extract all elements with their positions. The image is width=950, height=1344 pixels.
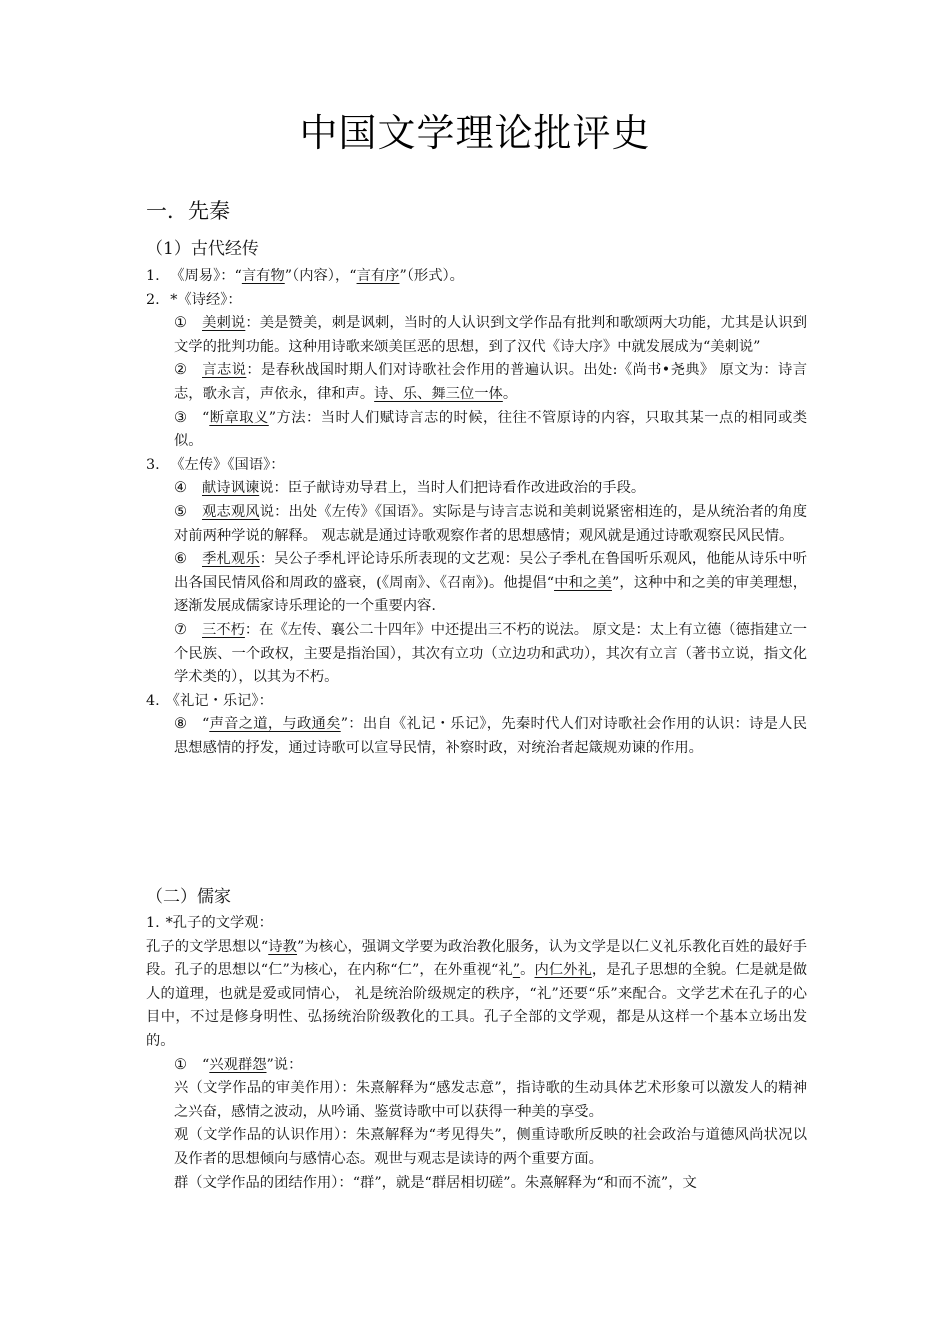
term-shijiao: 诗教 (268, 938, 298, 955)
term-duanzhangquyi: 断章取义 (209, 409, 269, 426)
paragraph-jizhaguanyue: ⑥ 季札观乐：吴公子季札评论诗乐所表现的文艺观：吴公子季札在鲁国听乐观风，他能从诗乐中听出各国民情风俗和周政的盛衰，(《周南》、《召南》)。他提倡“中和之美”，这种中和之美的审美理想，逐渐发展成儒家诗乐理论的一个重要内容. (174, 551, 808, 615)
term-shengyinzhidao: 声音之道，与政通矣 (209, 716, 341, 733)
term-zhonghezhimei: 中和之美 (554, 574, 612, 591)
list-item-zuozhuan-guoyu: 3. 《左传》《国语》： (146, 456, 285, 473)
subheading-ancient-classics: （1）古代经传 (146, 239, 259, 259)
paragraph-yanzhishuo: ② 言志说：是春秋战国时期人们对诗歌社会作用的普遍认识。出处:《尚书•尧典》 原文为：诗言志，歌永言，声依永，律和声。诗、乐、舞三位一体。 (174, 362, 808, 402)
paragraph-sanbuxiu: ⑦ 三不朽：在《左传、襄公二十四年》中还提出三不朽的说法。 原文是：太上有立德（德指建立一个民族、一个政权，主要是指治国），其次有立功（立边功和武功），其次有立言（著书立说，指文化学术类的），以其为不朽。 (174, 621, 808, 686)
document-title: 中国文学理论批评史 (299, 111, 651, 155)
term-yanyouxu: 言有序 (356, 268, 400, 284)
term-jizhaguanyue: 季札观乐 (202, 551, 260, 568)
subheading-rujia: （二）儒家 (146, 887, 231, 907)
term-guanzhiguanfeng: 观志观风 (202, 503, 260, 520)
paragraph-qun: 群（文学作品的团结作用）：“群”，就是“群居相切磋”。朱熹解释为“和而不流”，文 (174, 1174, 697, 1191)
paragraph-guanzhiguanfeng: ⑤ 观志观风说：出处《左传》《国语》。实际是与诗言志说和美刺说紧密相连的，是从统治者的角度对前两种学说的解释。 观志就是通过诗歌观察作者的思想感情；观风就是通过诗歌观察民风民情。 (174, 503, 807, 544)
paragraph-xianshifengjian: ④ 献诗讽谏说：臣子献诗劝导君上，当时人们把诗看作改进政治的手段。 (174, 480, 646, 497)
section-heading-xianqin: 一．先秦 (146, 199, 230, 223)
list-item-liji-yueji: 4. 《礼记・乐记》： (146, 692, 273, 709)
section-body-xianqin (146, 265, 807, 760)
term-yanyouwu: 言有物 (241, 268, 285, 284)
term-sanbuxiu: 三不朽 (202, 621, 245, 638)
term-meicishuo: 美刺说 (202, 315, 246, 332)
term-neirenwaili: 内仁外礼 (534, 962, 592, 979)
paragraph-duanzhangquyi: ③ “断章取义”方法：当时人们赋诗言志的时候，往往不管原诗的内容，只取其某一点的相同或类似。 (174, 409, 808, 450)
paragraph-xingguanqunyuan: ① “兴观群怨”说： (174, 1056, 303, 1073)
term-shi-yue-wu: 诗、乐、舞三位一体 (374, 385, 503, 402)
term-xianshifengjian: 献诗讽谏 (202, 480, 260, 497)
paragraph-meicishuo: ① 美刺说：美是赞美，刺是讽刺，当时的人认识到文学作品有批判和歌颂两大功能，尤其是认识到文学的批判功能。这种用诗歌来颂美匡恶的思想，到了汉代《诗大序》中就发展成为“美刺说” (174, 315, 808, 355)
list-item-kongzi: 1. *孔子的文学观： (146, 915, 273, 931)
paragraph-guan: 观（文学作品的认识作用）：朱熹解释为“考见得失”，侧重诗歌所反映的社会政治与道德风尚状况以及作者的思想倾向与感情心态。观世与观志是读诗的两个重要方面。 (174, 1127, 807, 1167)
paragraph-kongzi-wenxueguan: 孔子的文学思想以“诗教”为核心，强调文学要为政治教化服务，认为文学是以仁义礼乐教化百姓的最好手段。孔子的思想以“仁”为核心，在内称“仁”，在外重视“礼”。内仁外礼，是孔子思想的全貌。仁是就是做人的道理，也就是爱或同情心， 礼是统治阶级规定的秩序，“礼”还要“乐”来配合。文学艺术在孔子的心目中，不过是修身明性、弘扬统治阶级教化的工具。孔子全部的文学观，都是从这样一个基本立场出发的。 (146, 938, 808, 1049)
paragraph-shengyinzhidao: ⑧ “声音之道，与政通矣”：出自《礼记・乐记》，先秦时代人们对诗歌社会作用的认识：诗是人民思想感情的抒发，通过诗歌可以宣导民情，补察时政，对统治者起箴规劝谏的作用。 (174, 716, 808, 756)
paragraph-xing: 兴（文学作品的审美作用）：朱熹解释为“感发志意”，指诗歌的生动具体艺术形象可以激发人的精神之兴奋，感情之波动，从吟诵、鉴赏诗歌中可以获得一种美的享受。 (174, 1080, 807, 1120)
term-xingguanqunyuan: 兴观群怨 (209, 1056, 267, 1073)
term-yanzhishuo: 言志说 (202, 362, 247, 379)
list-item-shijing: 2. *《诗经》： (146, 291, 242, 308)
section-body-rujia (146, 912, 807, 1195)
list-item-zhouyi: 1. 《周易》：“言有物”（内容），“言有序”（形式）。 (146, 268, 464, 284)
